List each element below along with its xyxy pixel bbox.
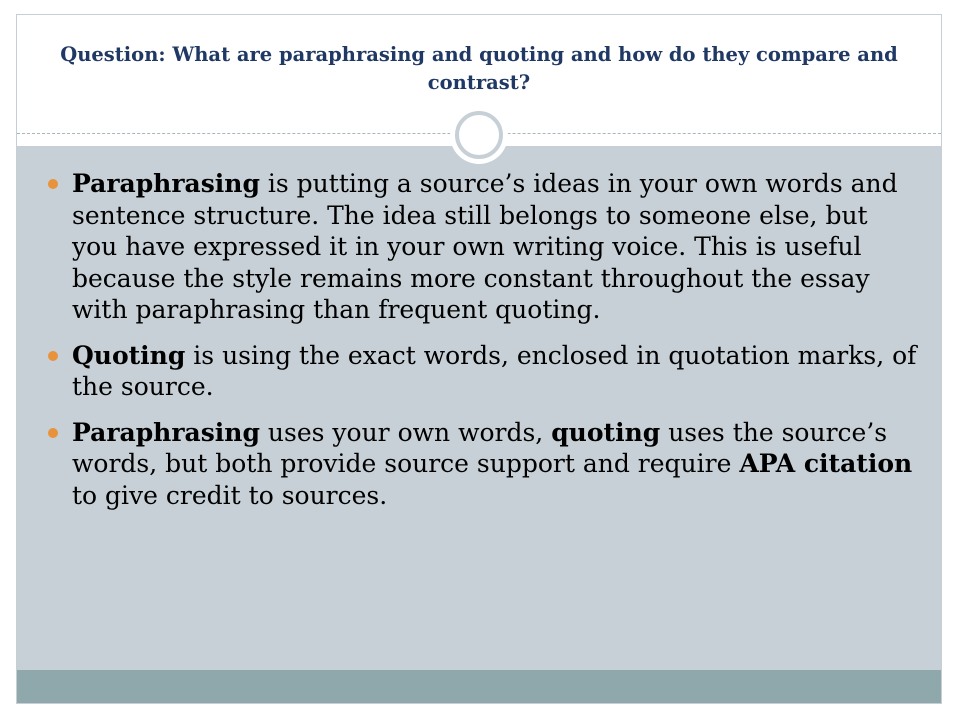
bullet-paraphrasing-definition xyxy=(48,168,918,326)
bullet-text: to give credit to sources. xyxy=(72,480,388,510)
bullet-dot-icon xyxy=(48,179,58,189)
bullet-dot-icon xyxy=(48,428,58,438)
bullet-term: APA citation xyxy=(739,449,913,478)
bullet-term: Paraphrasing xyxy=(72,417,260,447)
bullet-quoting-definition xyxy=(48,340,918,403)
bullet-text: is putting a source’s ideas in your own words and sentence structure. The idea still belongs to someone else, but you have expressed it in your own writing voice. This is useful because the style remains more constant throughout the essay with paraphrasing than frequent quoting. xyxy=(72,169,898,324)
bullet-term: quoting xyxy=(551,417,661,447)
bullet-comparison xyxy=(48,417,918,512)
bullet-text: uses your own words, xyxy=(259,417,552,447)
divider-ring xyxy=(455,111,503,159)
bullet-dot-icon xyxy=(48,351,58,361)
slide-title: Question: What are paraphrasing and quoting and how do they compare and contrast? xyxy=(60,43,898,94)
bullet-text: uses the source’s words, but both provide source support and require xyxy=(72,417,888,478)
bullet-term: Paraphrasing xyxy=(72,169,260,198)
bullet-list xyxy=(48,168,918,525)
bullet-term: Quoting xyxy=(72,340,186,370)
bullet-text: is using the exact words, enclosed in quotation marks, of the source. xyxy=(72,340,917,401)
